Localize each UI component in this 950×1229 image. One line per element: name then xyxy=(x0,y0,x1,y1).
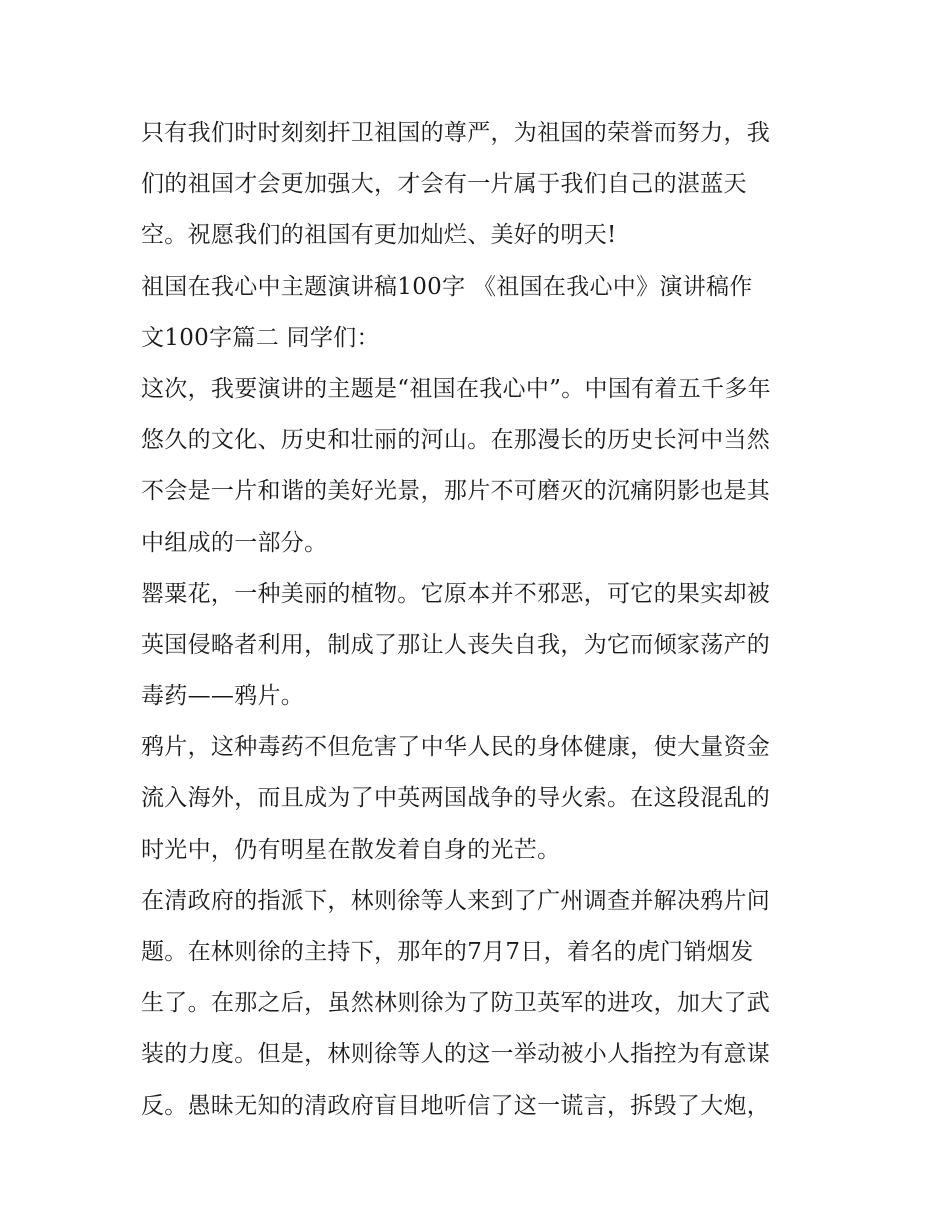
text-line: 毒药——鸦片。 xyxy=(141,683,305,710)
document-body xyxy=(141,108,811,1132)
text-line: 中组成的一部分。 xyxy=(141,529,328,556)
text-line: 这次，我要演讲的主题是“祖国在我心中”。中国有着五千多年 xyxy=(141,375,771,402)
text-line: 罂粟花，一种美丽的植物。它原本并不邪恶，可它的果实却被 xyxy=(141,580,771,607)
text-line: 流入海外，而且成为了中英两国战争的导火索。在这段混乱的 xyxy=(141,785,771,812)
text-line: 们的祖国才会更加强大，才会有一片属于我们自己的湛蓝天 xyxy=(141,171,747,198)
text-line: 祖国在我心中主题演讲稿100字 《祖国在我心中》演讲稿作 xyxy=(141,273,753,300)
text-line: 英国侵略者利用，制成了那让人丧失自我，为它而倾家荡产的 xyxy=(141,631,771,658)
text-line: 鸦片，这种毒药不但危害了中华人民的身体健康，使大量资金 xyxy=(141,734,771,761)
text-line: 时光中，仍有明星在散发着自身的光芒。 xyxy=(141,836,561,863)
text-line: 在清政府的指派下，林则徐等人来到了广州调查并解决鸦片问 xyxy=(141,887,771,914)
text-line: 生了。在那之后，虽然林则徐为了防卫英军的进攻，加大了武 xyxy=(141,990,771,1017)
text-line: 装的力度。但是，林则徐等人的这一举动被小人指控为有意谋 xyxy=(141,1041,771,1068)
text-line: 反。愚昧无知的清政府盲目地听信了这一谎言，拆毁了大炮， xyxy=(141,1092,771,1119)
text-line: 文100字篇二 同学们： xyxy=(141,324,380,351)
text-line: 题。在林则徐的主持下，那年的7月7日，着名的虎门销烟发 xyxy=(141,939,754,965)
text-line: 不会是一片和谐的美好光景，那片不可磨灭的沉痛阴影也是其 xyxy=(141,478,771,505)
text-line: 空。祝愿我们的祖国有更加灿烂、美好的明天! xyxy=(141,222,617,249)
text-line: 只有我们时时刻刻扞卫祖国的尊严，为祖国的荣誉而努力，我 xyxy=(141,120,771,146)
text-line: 悠久的文化、历史和壮丽的河山。在那漫长的历史长河中当然 xyxy=(141,427,771,454)
